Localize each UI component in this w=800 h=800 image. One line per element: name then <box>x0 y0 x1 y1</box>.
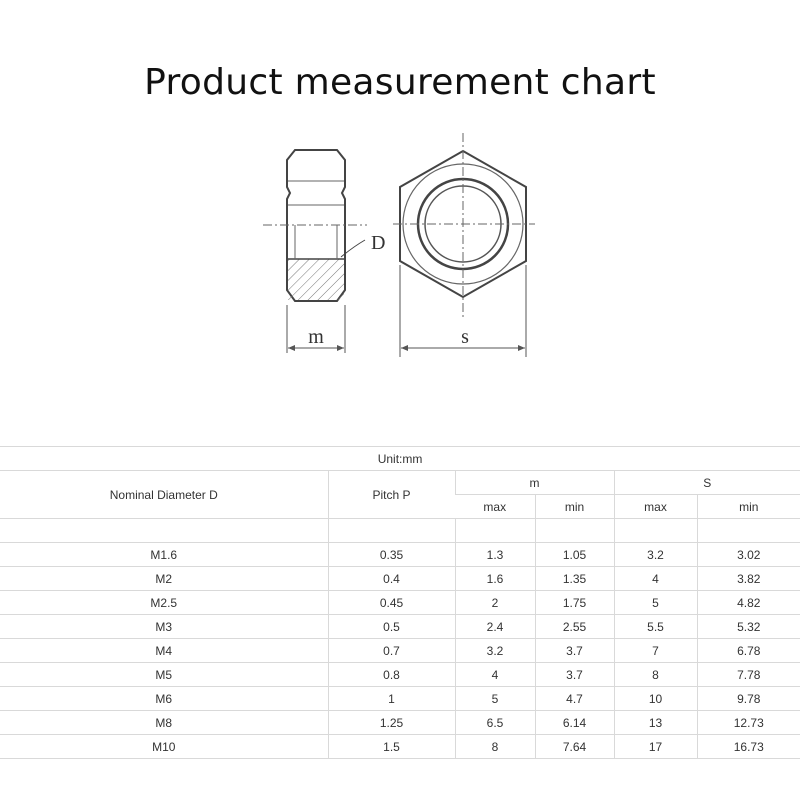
cell-s-max: 8 <box>614 663 697 687</box>
header-row <box>0 471 800 495</box>
table-row <box>0 567 800 591</box>
cell-m-max: 2.4 <box>455 615 535 639</box>
cell-m-min: 1.75 <box>535 591 614 615</box>
cell-nominal-diameter: M6 <box>0 687 328 711</box>
width-label: s <box>461 326 469 348</box>
cell-s-min: 6.78 <box>697 639 800 663</box>
header-m: m <box>455 471 614 495</box>
cell-s-max: 10 <box>614 687 697 711</box>
cell-m-max: 4 <box>455 663 535 687</box>
cell-m-max: 8 <box>455 735 535 759</box>
cell-s-max: 17 <box>614 735 697 759</box>
cell-m-max: 3.2 <box>455 639 535 663</box>
cell-m-max: 2 <box>455 591 535 615</box>
header-s: S <box>614 471 800 495</box>
cell-s-max: 3.2 <box>614 543 697 567</box>
cell-s-max: 5 <box>614 591 697 615</box>
cell-s-min: 3.02 <box>697 543 800 567</box>
table-row <box>0 663 800 687</box>
cell-nominal-diameter: M1.6 <box>0 543 328 567</box>
cell-m-max: 1.3 <box>455 543 535 567</box>
cell-m-min: 3.7 <box>535 663 614 687</box>
cell-s-max: 13 <box>614 711 697 735</box>
spacer-cell <box>535 519 614 543</box>
cell-s-min: 12.73 <box>697 711 800 735</box>
header-pitch: Pitch P <box>328 471 455 519</box>
spacer-row <box>0 519 800 543</box>
cell-m-min: 4.7 <box>535 687 614 711</box>
cell-m-min: 6.14 <box>535 711 614 735</box>
cell-nominal-diameter: M8 <box>0 711 328 735</box>
cell-s-min: 16.73 <box>697 735 800 759</box>
spacer-cell <box>455 519 535 543</box>
table-row <box>0 615 800 639</box>
diameter-label: D <box>371 232 386 254</box>
height-label: m <box>308 326 324 348</box>
cell-m-min: 1.35 <box>535 567 614 591</box>
table-row <box>0 735 800 759</box>
cell-nominal-diameter: M10 <box>0 735 328 759</box>
header-nominal-diameter: Nominal Diameter D <box>0 471 328 519</box>
cell-m-max: 6.5 <box>455 711 535 735</box>
cell-s-min: 4.82 <box>697 591 800 615</box>
cell-s-min: 7.78 <box>697 663 800 687</box>
cell-pitch: 1.5 <box>328 735 455 759</box>
cell-nominal-diameter: M3 <box>0 615 328 639</box>
cell-s-min: 3.82 <box>697 567 800 591</box>
cell-m-min: 1.05 <box>535 543 614 567</box>
table-row <box>0 591 800 615</box>
header-s-max: max <box>614 495 697 519</box>
unit-label: Unit:mm <box>0 447 800 471</box>
page-title: Product measurement chart <box>144 62 656 103</box>
cell-s-max: 4 <box>614 567 697 591</box>
spacer-cell <box>328 519 455 543</box>
cell-pitch: 0.7 <box>328 639 455 663</box>
hex-nut-drawing <box>255 125 545 365</box>
spacer-cell <box>614 519 697 543</box>
header-m-max: max <box>455 495 535 519</box>
spacer-cell <box>0 519 328 543</box>
cell-nominal-diameter: M5 <box>0 663 328 687</box>
table-row <box>0 543 800 567</box>
cell-pitch: 0.8 <box>328 663 455 687</box>
cell-pitch: 0.45 <box>328 591 455 615</box>
table-row <box>0 639 800 663</box>
cell-s-max: 7 <box>614 639 697 663</box>
cell-s-max: 5.5 <box>614 615 697 639</box>
cell-pitch: 0.35 <box>328 543 455 567</box>
header-m-min: min <box>535 495 614 519</box>
cell-m-max: 5 <box>455 687 535 711</box>
cell-s-min: 5.32 <box>697 615 800 639</box>
cell-m-min: 2.55 <box>535 615 614 639</box>
cell-nominal-diameter: M2 <box>0 567 328 591</box>
spacer-cell <box>697 519 800 543</box>
table-row <box>0 687 800 711</box>
table-row <box>0 711 800 735</box>
cell-pitch: 0.5 <box>328 615 455 639</box>
nut-front-view <box>393 133 535 357</box>
cell-pitch: 1.25 <box>328 711 455 735</box>
header-s-min: min <box>697 495 800 519</box>
cell-m-max: 1.6 <box>455 567 535 591</box>
nut-side-view <box>263 150 385 353</box>
spec-table <box>0 446 800 759</box>
cell-nominal-diameter: M2.5 <box>0 591 328 615</box>
cell-s-min: 9.78 <box>697 687 800 711</box>
cell-nominal-diameter: M4 <box>0 639 328 663</box>
cell-m-min: 7.64 <box>535 735 614 759</box>
cell-pitch: 1 <box>328 687 455 711</box>
cell-pitch: 0.4 <box>328 567 455 591</box>
unit-row <box>0 447 800 471</box>
cell-m-min: 3.7 <box>535 639 614 663</box>
